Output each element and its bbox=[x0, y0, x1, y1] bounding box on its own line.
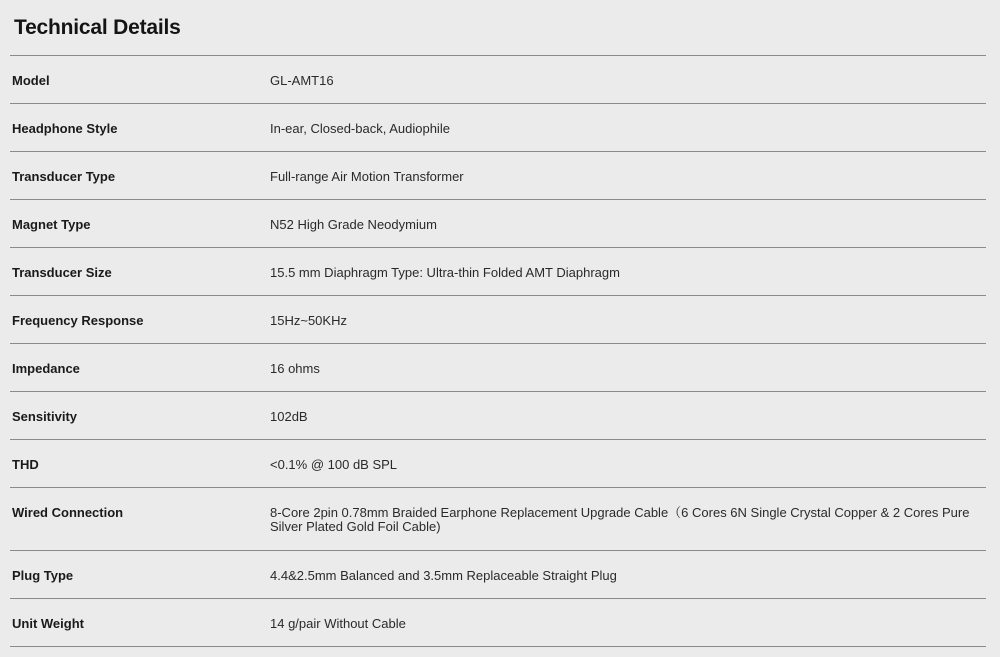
spec-value: 15.5 mm Diaphragm Type: Ultra-thin Folded AMT Diaphragm bbox=[270, 265, 620, 280]
spec-value: Full-range Air Motion Transformer bbox=[270, 169, 464, 184]
spec-label: THD bbox=[12, 457, 39, 472]
spec-label: Wired Connection bbox=[12, 505, 124, 520]
spec-label: Headphone Style bbox=[12, 121, 118, 136]
spec-label: Impedance bbox=[12, 361, 80, 376]
spec-row-model bbox=[10, 56, 986, 104]
spec-label: Transducer Type bbox=[12, 169, 116, 184]
spec-value: 4.4&2.5mm Balanced and 3.5mm Replaceable Straight Plug bbox=[270, 568, 617, 583]
spec-row-transducer-type bbox=[10, 152, 986, 200]
spec-label: Magnet Type bbox=[12, 217, 91, 232]
spec-value: 8-Core 2pin 0.78mm Braided Earphone Replacement Upgrade Cable（6 Cores 6N Single Crystal Copper & 2 Cores Pure Silver Plated Gold Foil Cable) bbox=[270, 505, 970, 534]
spec-label: Plug Type bbox=[12, 568, 74, 583]
spec-value: 16 ohms bbox=[270, 361, 320, 376]
spec-row-wired-connection bbox=[10, 488, 986, 551]
spec-row-frequency-response bbox=[10, 296, 986, 344]
spec-row-transducer-size bbox=[10, 248, 986, 296]
spec-row-magnet-type bbox=[10, 200, 986, 248]
spec-label: Unit Weight bbox=[12, 616, 84, 631]
spec-row-thd bbox=[10, 440, 986, 488]
spec-row-headphone-style bbox=[10, 104, 986, 152]
spec-row-plug-type bbox=[10, 551, 986, 599]
spec-value: 14 g/pair Without Cable bbox=[270, 616, 406, 631]
spec-value: 15Hz~50KHz bbox=[270, 313, 347, 328]
spec-row-unit-weight bbox=[10, 599, 986, 647]
spec-value: In-ear, Closed-back, Audiophile bbox=[270, 121, 450, 136]
spec-row-sensitivity bbox=[10, 392, 986, 440]
spec-label: Transducer Size bbox=[12, 265, 112, 280]
spec-row-impedance bbox=[10, 344, 986, 392]
section-title: Technical Details bbox=[14, 16, 181, 39]
spec-value: 102dB bbox=[270, 409, 308, 424]
spec-value: <0.1% @ 100 dB SPL bbox=[270, 457, 398, 472]
spec-value: N52 High Grade Neodymium bbox=[270, 217, 437, 232]
spec-table bbox=[10, 55, 986, 647]
spec-label: Model bbox=[12, 73, 50, 88]
spec-label: Frequency Response bbox=[12, 313, 144, 328]
spec-value: GL-AMT16 bbox=[270, 73, 334, 88]
spec-label: Sensitivity bbox=[12, 409, 78, 424]
